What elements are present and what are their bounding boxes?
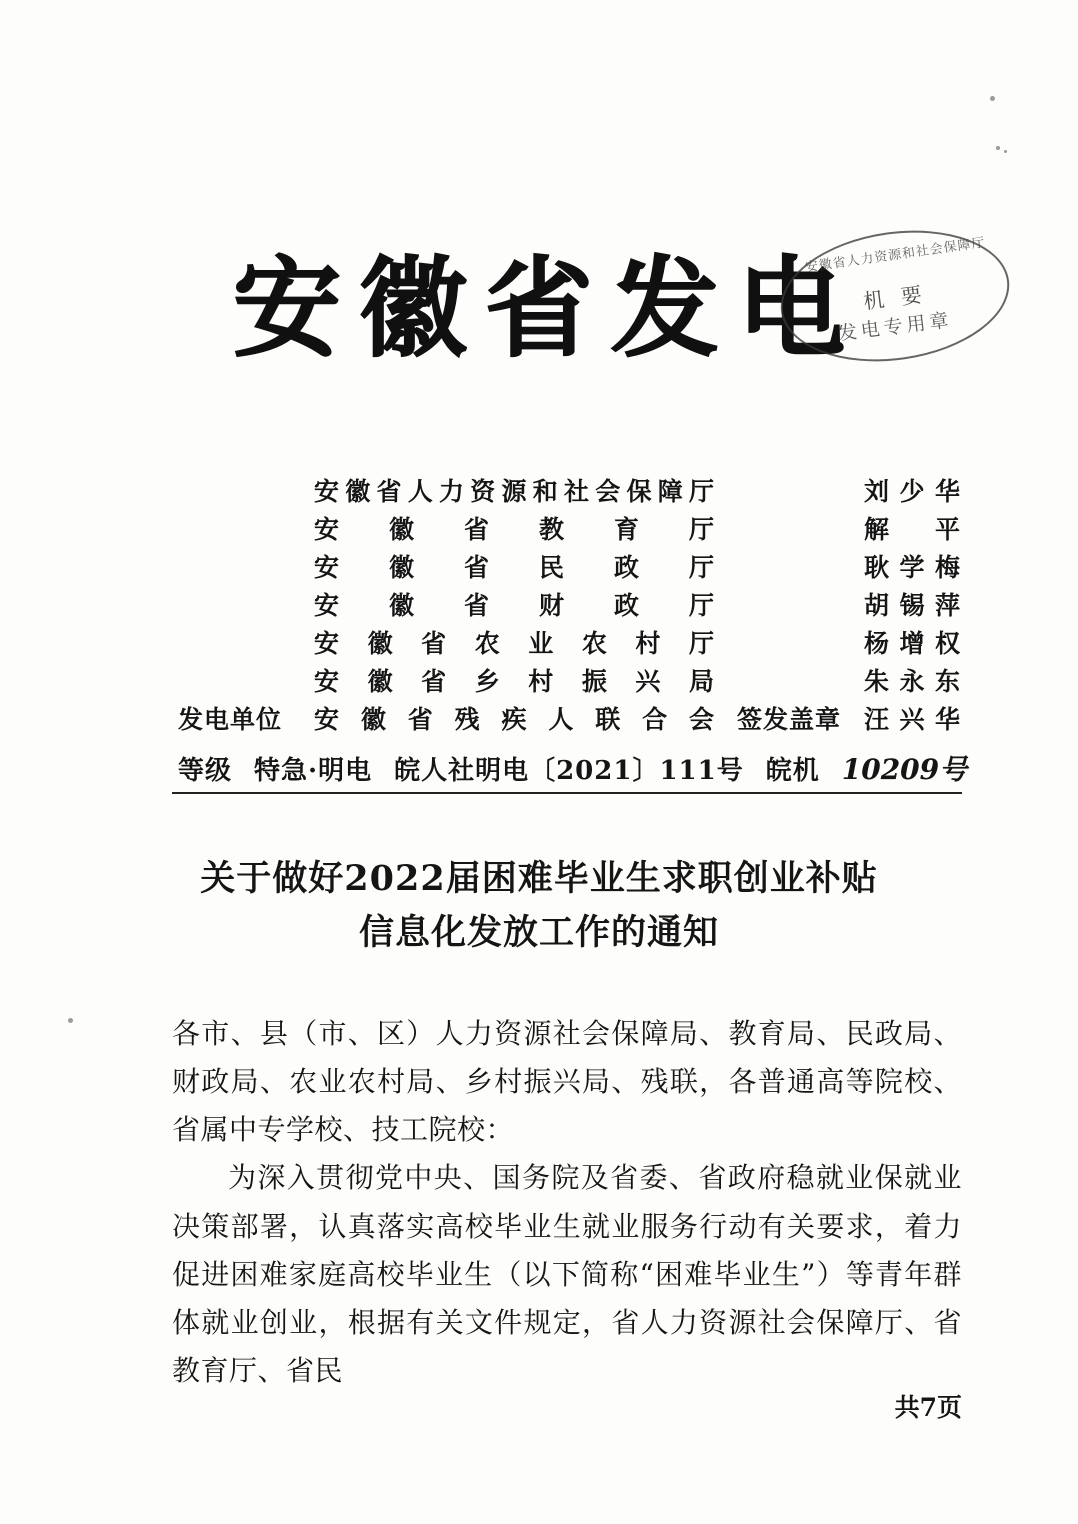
sending-unit: 安徽省乡村振兴局: [314, 667, 714, 696]
signer-name: 杨增权: [864, 629, 960, 658]
signer-name: 朱永东: [864, 667, 960, 696]
sending-unit: 安徽省民政厅: [314, 553, 714, 582]
page-title-line-1: 关于做好2022届困难毕业生求职创业补贴: [200, 858, 878, 899]
sending-unit: 安徽省农业农村厅: [314, 629, 714, 658]
scan-speck: [990, 96, 995, 101]
masthead: [0, 246, 1078, 372]
machine-number: 10209号: [841, 753, 968, 786]
document-meta-line: [178, 748, 968, 788]
signer-name: 胡锡萍: [864, 591, 960, 620]
machine-label: 皖机: [765, 756, 820, 786]
header-divider: [172, 792, 962, 794]
grade-value: 特急·明电: [254, 756, 373, 786]
header-row: [178, 472, 960, 510]
body-paragraph-1: 为深入贯彻党中央、国务院及省委、省政府稳就业保就业决策部署，认真落实高校毕业生就业服务行动有关要求，着力促进困难家庭高校毕业生（以下简称“困难毕业生”）等青年群体就业创业，根据有关文件规定，省人力资源社会保障厅、省教育厅、省民: [172, 1161, 962, 1388]
page-footer: [0, 1388, 962, 1424]
signer-name: 刘少华: [864, 477, 960, 506]
seal-line-2: 发电专用章: [836, 309, 954, 345]
signer-name: 耿学梅: [864, 553, 960, 582]
grade-label: 等级: [178, 756, 233, 786]
document-number: 皖人社明电〔2021〕111号: [394, 756, 744, 786]
header-block: [178, 472, 960, 738]
sending-unit: 安徽省教育厅: [314, 515, 714, 544]
scan-speck: [996, 146, 1000, 150]
masthead-title: 安徽省发电: [232, 246, 863, 372]
sender-label: 发电单位: [178, 705, 283, 734]
document-body: [172, 1010, 962, 1395]
page-title-line-2: 信息化发放工作的通知: [358, 912, 719, 954]
signer-name: 汪兴华: [864, 705, 960, 734]
header-row: [178, 510, 960, 548]
sending-unit: 安徽省人力资源和社会保障厅: [314, 477, 714, 506]
page-count: 共7页: [894, 1393, 962, 1422]
signer-label: 签发盖章: [736, 705, 841, 734]
signer-name: 解平: [864, 515, 960, 544]
seal-line-1: 机 要: [862, 282, 929, 314]
page-title: [0, 852, 1078, 961]
header-row: [178, 662, 960, 700]
header-row: [178, 700, 960, 738]
scan-speck: [1004, 150, 1007, 153]
header-row: [178, 548, 960, 586]
body-paragraph-addressee: 各市、县（市、区）人力资源社会保障局、教育局、民政局、财政局、农业农村局、乡村振兴局、残联，各普通高等院校、省属中专学校、技工院校：: [172, 1017, 962, 1147]
scan-speck: [68, 1018, 73, 1023]
header-row: [178, 624, 960, 662]
header-row: [178, 586, 960, 624]
seal-arc-text: 安徽省人力资源和社会保障厅: [804, 235, 987, 276]
sending-unit: 安徽省财政厅: [314, 591, 714, 620]
sending-unit: 安徽省残疾人联合会: [314, 705, 714, 734]
